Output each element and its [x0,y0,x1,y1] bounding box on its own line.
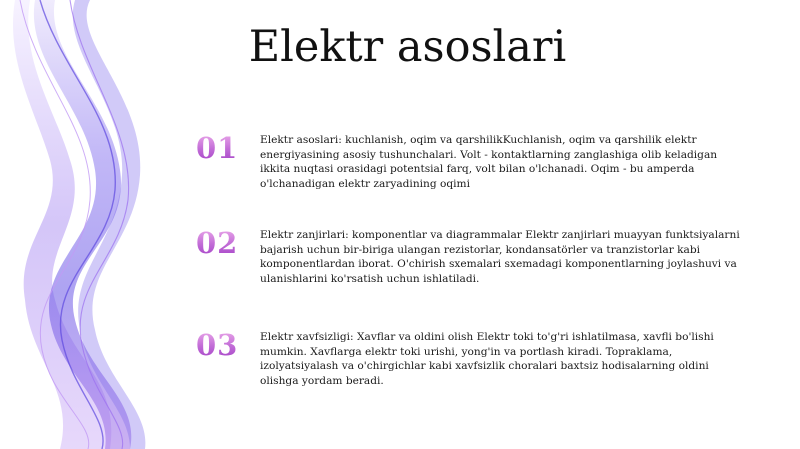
item-text: Elektr zanjirlari: komponentlar va diagrammalar Elektr zanjirlari muayyan funktsiyalarni bajarish uchun bir-biriga ulangan rezistorlar, kondansatörler va tranzistorlar kabi komponentlardan iborat. O'chirish sxemalari sxemadagi komponentlarning joylashuvi va ulanishlarini ko'rsatish uchun ishlatiladi. [260,229,740,285]
item-number: 03 [196,328,246,362]
item-number: 02 [196,226,246,260]
slide-title: Elektr asoslari [248,22,567,72]
item-text: Elektr asoslari: kuchlanish, oqim va qarshilikKuchlanish, oqim va qarshilik elektr energiyasining asosiy tushunchalari. Volt - kontaktlarning zanglashiga olib keladigan ikkita nuqtasi orasidagi potentsial farq, volt bilan o'lchanadi. Oqim - bu amperda o'lchanadigan elektr zaryadining oqimi [260,134,718,190]
item-number: 01 [196,131,246,165]
item-text: Elektr xavfsizligi: Xavflar va oldini olish Elektr toki to'g'ri ishlatilmasa, xavfli bo'lishi mumkin. Xavflarga elektr toki urishi, yong'in va portlash kiradi. Topraklama, izolyatsiyalash va o'chirgichlar kabi xavfsizlik choralari baxtsiz hodisalarning oldini olishga yordam beradi. [260,331,714,387]
